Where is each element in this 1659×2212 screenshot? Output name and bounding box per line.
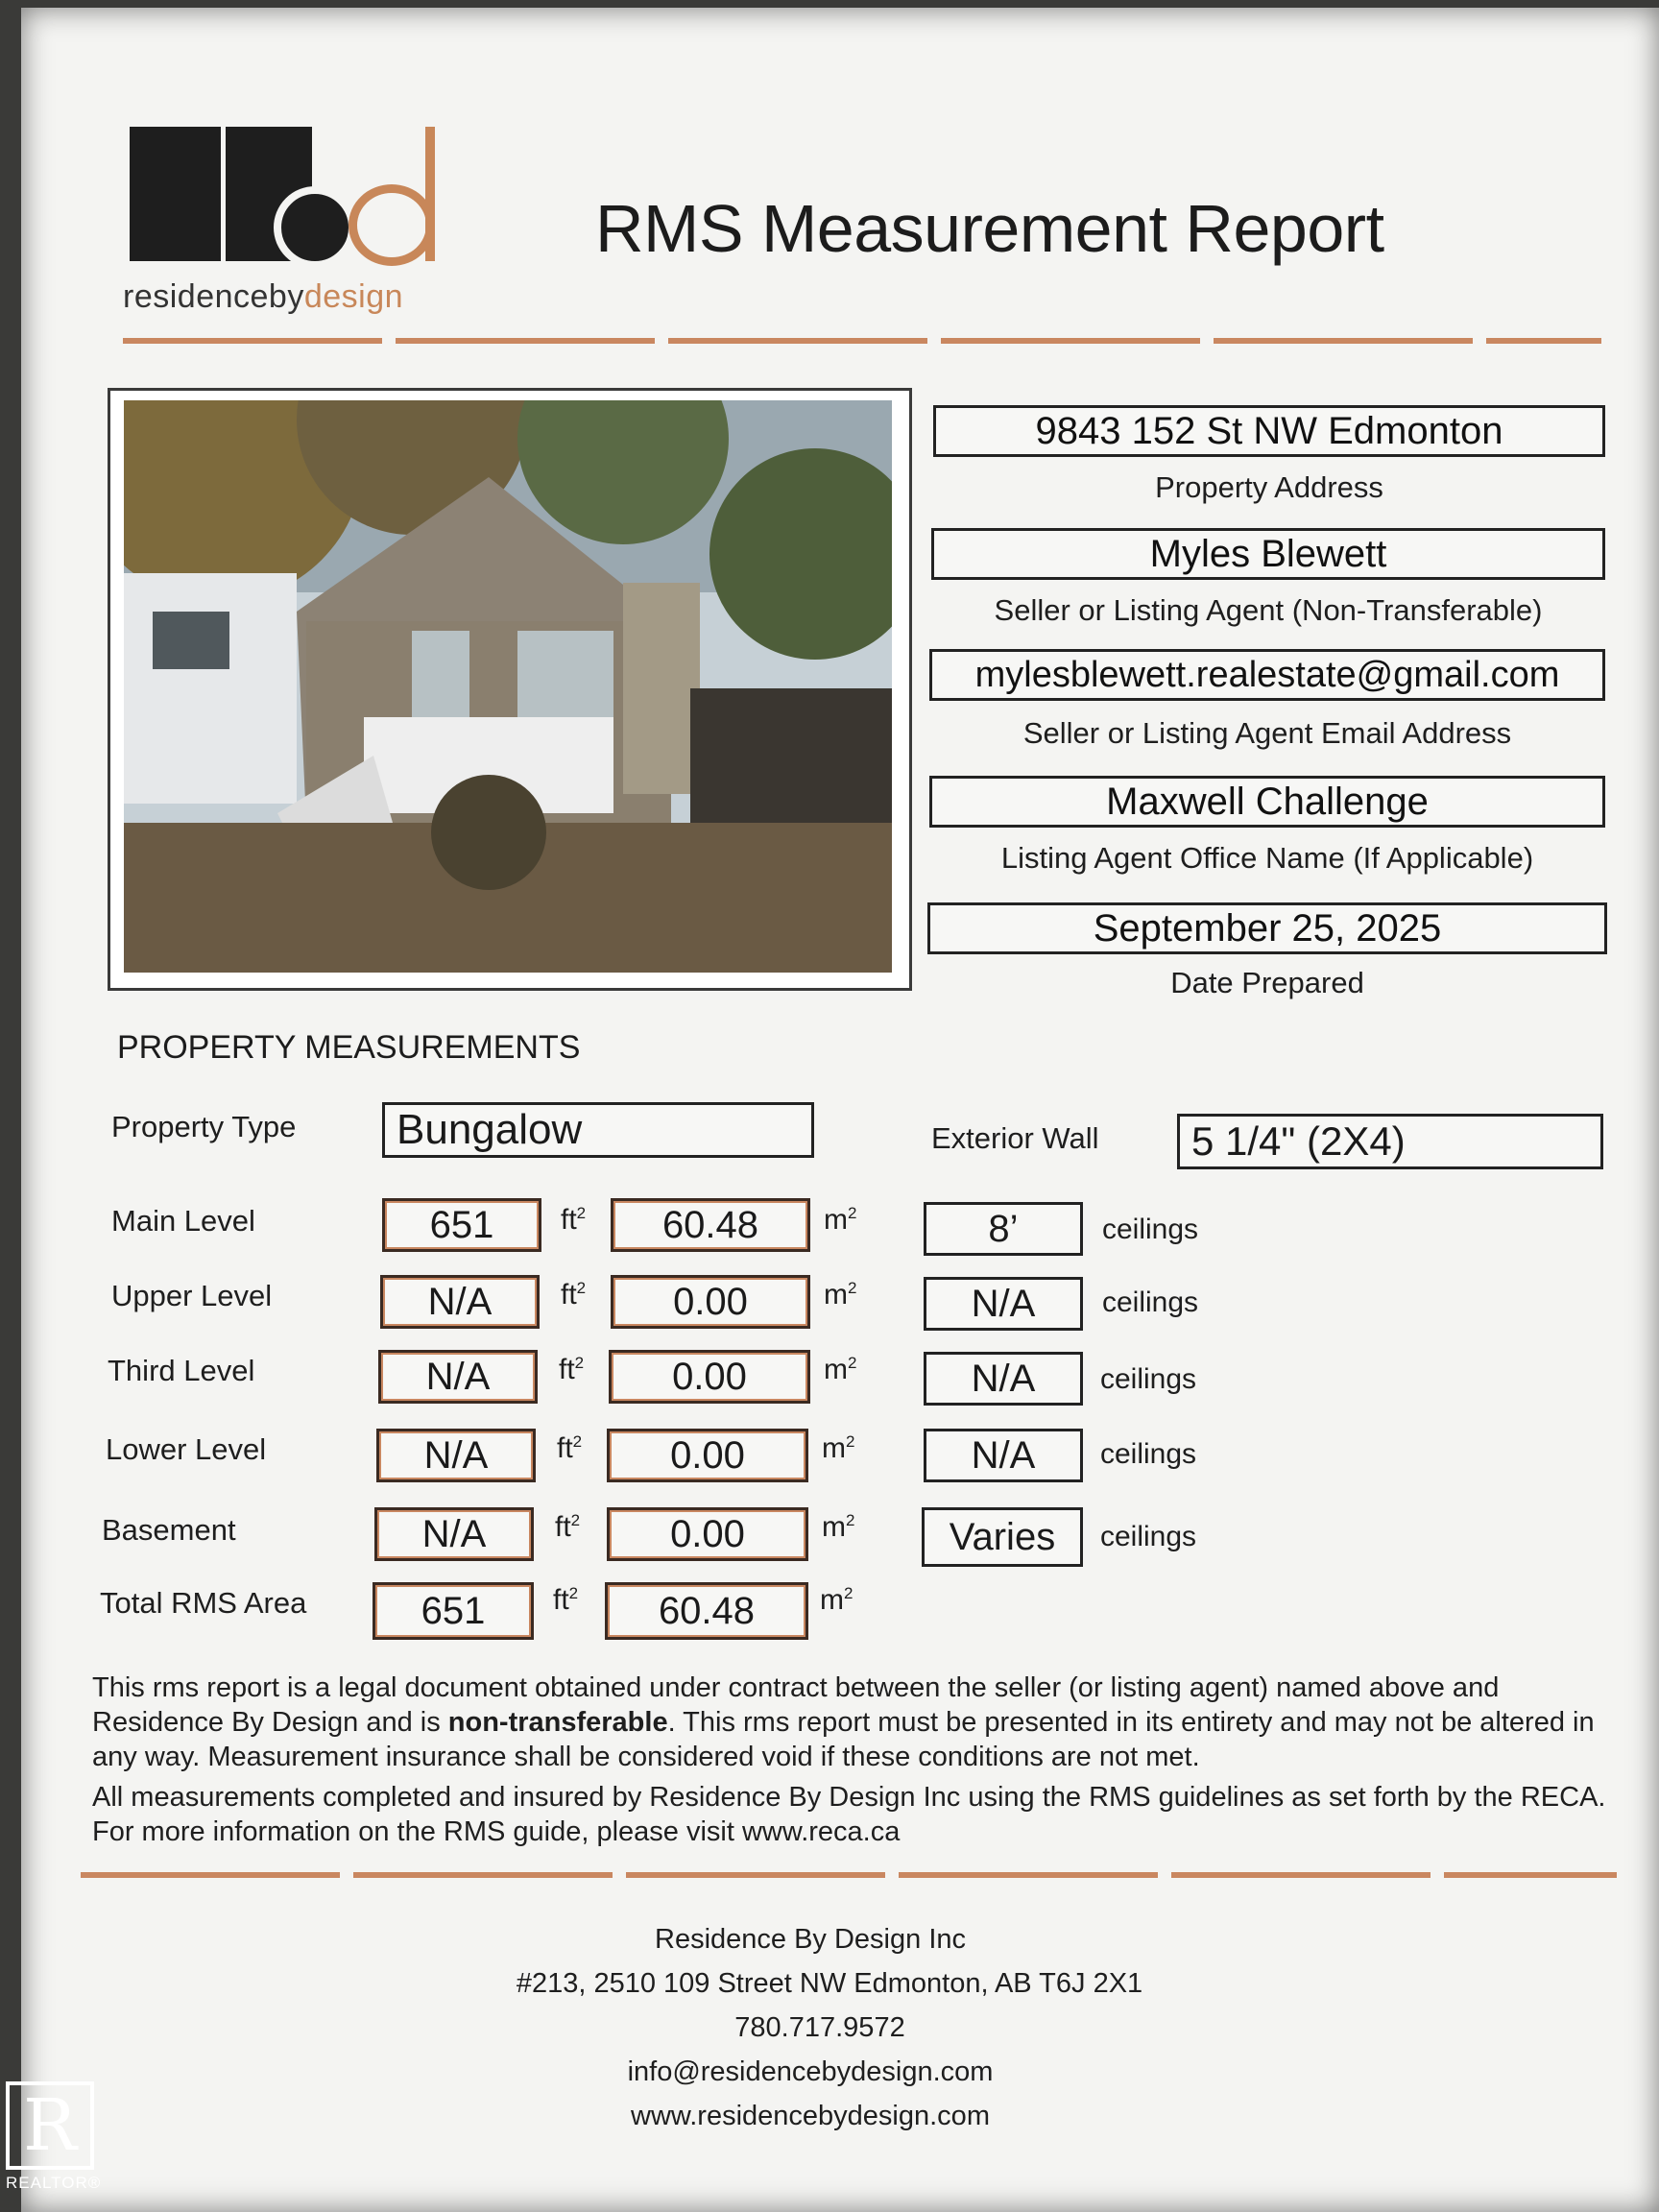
sqft-value: N/A (378, 1350, 538, 1404)
listing-agent-label: Seller or Listing Agent (Non-Transferable) (994, 593, 1543, 627)
sqm-unit: $m^2$ (824, 1279, 857, 1310)
realtor-watermark (6, 2081, 102, 2197)
footer-divider (81, 1872, 1617, 1878)
property-type-field: Bungalow (382, 1102, 814, 1158)
office-name-label: Listing Agent Office Name (If Applicable) (1000, 841, 1534, 875)
sqft-value: N/A (374, 1507, 534, 1561)
total-sqm-value: 60.48 (605, 1582, 808, 1640)
sqm-unit: $m^2$ (824, 1204, 857, 1236)
measurement-row-label: Basement (102, 1513, 236, 1547)
footer-phone: 780.717.9572 (734, 2012, 905, 2043)
property-photo (124, 400, 892, 973)
realtor-text: REALTOR® (6, 2174, 102, 2192)
agent-email-label: Seller or Listing Agent Email Address (1022, 716, 1512, 750)
sqft-unit: $ft^2$ (557, 1432, 583, 1464)
rbd-logo (130, 127, 446, 271)
sqm-unit: $m^2$ (820, 1584, 854, 1616)
exterior-wall-field: 5 1/4" (2X4) (1177, 1114, 1603, 1169)
ceiling-value: 8’ (924, 1202, 1083, 1256)
ceilings-unit: ceilings (1100, 1363, 1197, 1395)
exterior-wall-label: Exterior Wall (931, 1121, 1099, 1155)
measurement-row-label: Third Level (108, 1354, 255, 1387)
property-address-label: Property Address (1155, 470, 1383, 504)
sqft-value: N/A (376, 1429, 536, 1482)
disclaimer-contract: This rms report is a legal document obtained under contract between the seller (or listing agent) named above and Residence By Design and is non-transferable. This rms report must be presented in its entirety and may not be altered in any way. Measurement insurance shall be considered void if these conditions are not met. (92, 1672, 1595, 1772)
ceiling-value: N/A (924, 1277, 1083, 1331)
sqm-value: 0.00 (611, 1275, 810, 1329)
report-title: RMS Measurement Report (595, 191, 1384, 266)
property-type-label: Property Type (111, 1110, 297, 1143)
sqft-value: 651 (382, 1198, 541, 1252)
sqft-unit: $ft^2$ (553, 1584, 579, 1616)
realtor-logo-icon: R (6, 2081, 94, 2170)
sqft-unit: $ft^2$ (559, 1354, 585, 1385)
measurement-row-label: Lower Level (106, 1432, 267, 1466)
agent-email-field: mylesblewett.realestate@gmail.com (929, 649, 1605, 701)
ceiling-value: N/A (924, 1429, 1083, 1482)
sqm-unit: $m^2$ (824, 1354, 857, 1385)
footer-website: www.residencebydesign.com (631, 2101, 990, 2131)
ceiling-value: N/A (924, 1352, 1083, 1406)
total-sqft-value: 651 (373, 1582, 534, 1640)
ceilings-unit: ceilings (1102, 1214, 1199, 1245)
footer-address: #213, 2510 109 Street NW Edmonton, AB T6J 2X1 (516, 1968, 1143, 1999)
footer-email: info@residencebydesign.com (627, 2056, 994, 2087)
date-prepared-field: September 25, 2025 (927, 902, 1607, 954)
listing-agent-field: Myles Blewett (931, 528, 1605, 580)
sqft-unit: $ft^2$ (555, 1511, 581, 1543)
total-rms-label: Total RMS Area (100, 1586, 307, 1620)
measurements-heading: PROPERTY MEASUREMENTS (117, 1029, 581, 1066)
ceilings-unit: ceilings (1102, 1286, 1199, 1318)
sqft-unit: $ft^2$ (561, 1279, 587, 1310)
measurement-row-label: Main Level (111, 1204, 255, 1238)
sqm-value: 0.00 (607, 1429, 808, 1482)
property-photo-frame (108, 388, 912, 991)
date-prepared-label: Date Prepared (1170, 966, 1364, 999)
property-address-field: 9843 152 St NW Edmonton (933, 405, 1605, 457)
ceilings-unit: ceilings (1100, 1521, 1197, 1552)
sqm-value: 0.00 (609, 1350, 810, 1404)
ceilings-unit: ceilings (1100, 1438, 1197, 1470)
sqft-value: N/A (380, 1275, 540, 1329)
disclaimer-rms-guidelines: All measurements completed and insured by Residence By Design Inc using the RMS guidelines as set forth by the RECA. For more information on the RMS guide, please visit www.reca.ca (92, 1782, 1606, 1847)
sqft-unit: $ft^2$ (561, 1204, 587, 1236)
footer-company: Residence By Design Inc (655, 1924, 966, 1955)
header-divider (123, 338, 1601, 344)
ceiling-value: Varies (922, 1507, 1083, 1567)
sqm-value: 0.00 (607, 1507, 808, 1561)
office-name-field: Maxwell Challenge (929, 776, 1605, 828)
sqm-value: 60.48 (611, 1198, 810, 1252)
measurement-row-label: Upper Level (111, 1279, 273, 1312)
sqm-unit: $m^2$ (822, 1432, 855, 1464)
sqm-unit: $m^2$ (822, 1511, 855, 1543)
logo-wordmark: residencebydesign (123, 278, 404, 315)
